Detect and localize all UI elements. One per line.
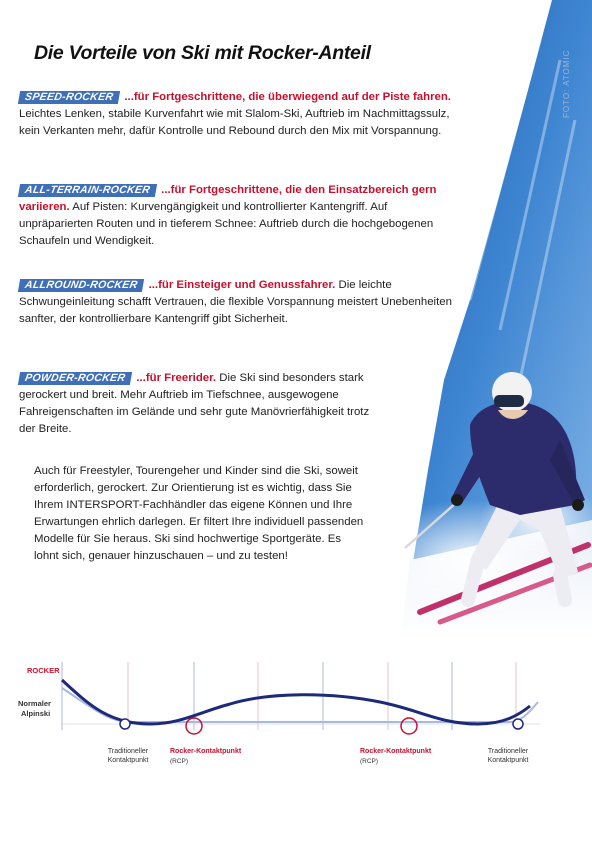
powder-rocker-body: Die Ski sind besonders stark gerockert und breit. Mehr Auftrieb im Tiefschnee, ausgewogene Fahreigenschaften im Gelände und sehr gute Manövrierfähigkeit trotz der Breite. [19,372,370,435]
point1-line1: Traditioneller [107,748,149,755]
all-terrain-rocker-tag: ALL-TERRAIN-ROCKER [18,184,157,197]
point2-line2: (RCP) [170,758,189,765]
photo-credit: FOTO: ATOMIC [562,49,571,118]
label-normal-line1: Normaler [18,699,51,708]
point4-line2: Kontaktpunkt [487,757,529,764]
point3-line1: Rocker-Kontaktpunkt [360,748,432,755]
all-terrain-rocker-body: Auf Pisten: Kurvengängigkeit und kontrollierter Kantengriff. Auf unpräparierten Routen und in tieferem Schnee: Auftrieb durch die hochgebogenen Schaufeln und Wendigkeit. [19,200,434,247]
allround-rocker-body: Die leichte Schwungeinleitung schafft Vertrauen, die flexible Vorspannung meistert Unebenheiten sanfter, der kontrollierbare Kantengriff gibt Sicherheit. [19,279,452,325]
traditional-contact-point-right [513,719,523,729]
rocker-ski-curve [62,680,530,724]
rocker-contact-point-right [401,718,417,734]
section-powder-rocker [19,370,379,438]
closing-paragraph: Auch für Freestyler, Tourengeher und Kinder sind die Ski, soweit erforderlich, gerockert. Zur Orientierung ist es wichtig, dass Sie Ihrem INTERSPORT-Fachhändler das eigene Können und Ihre Erwartungen ehrlich darlegen. Er filtert Ihre individuell passenden Modelle für Sie heraus. Ski sind hochwertige Sportgeräte. Es lohnt sich, genauer hinzuschauen – und zu testen! [34,465,364,562]
speed-rocker-lead: ...für Fortgeschrittene, die überwiegend auf der Piste fahren. [124,91,451,103]
traditional-contact-point-left [120,719,130,729]
section-all-terrain-rocker [19,182,461,250]
rocker-diagram [0,640,592,780]
label-rocker: ROCKER [27,666,60,675]
section-allround-rocker [19,277,461,328]
page-title: Die Vorteile von Ski mit Rocker-Anteil [34,42,371,64]
point2-line1: Rocker-Kontaktpunkt [170,748,242,755]
label-normal-line2: Alpinski [21,709,51,718]
speed-rocker-body: Leichtes Lenken, stabile Kurvenfahrt wie mit Slalom-Ski, Auftrieb im Nachmittagssulz, kein Verkanten mehr, dafür Kontrolle und Rebound durch den Mix mit Vorspannung. [19,107,450,137]
allround-rocker-tag: ALLROUND-ROCKER [18,279,145,292]
normal-ski-curve [62,688,538,722]
powder-rocker-tag: POWDER-ROCKER [18,372,132,385]
point1-line2: Kontaktpunkt [107,757,149,764]
allround-rocker-lead: ...für Einsteiger und Genussfahrer. [148,279,336,291]
section-speed-rocker [19,89,461,140]
point4-line1: Traditioneller [487,748,529,755]
speed-rocker-tag: SPEED-ROCKER [18,91,120,104]
all-terrain-rocker-lead: ...für Fortgeschrittene, die den Einsatzbereich gern variieren. [19,184,437,213]
powder-rocker-lead: ...für Freerider. [136,372,217,384]
goggles [494,395,524,407]
point3-line2: (RCP) [360,758,379,765]
